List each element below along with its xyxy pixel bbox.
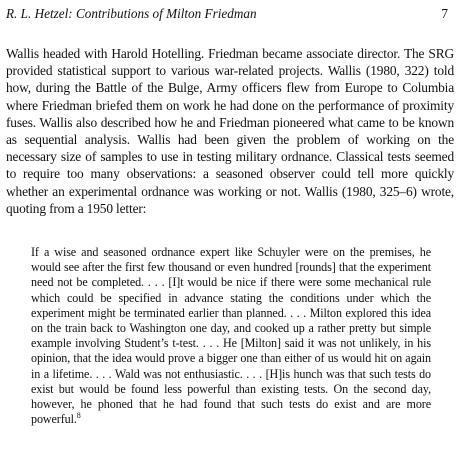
quote-text: If a wise and seasoned ordnance expert like Schuyler were on the premises, he would see after the first few thousand or even hundred [rounds] that the experiment need not be completed. . . . [I]t would be nice if there were some mechanical rule which could be specified in advance stating the conditions under which the experiment might be terminated earlier than planned. . . . Milton explored this idea on the train back to Washington one day, and cooked up a rather pretty but simple example involving Student’s t-test. . . . He [Milton] said it was not unlikely, in his opinion, that the idea would prove a bigger one than either of us would hit on again in a lifetime. . . . Wald was not enthusiastic. . . . [H]is hunch was that such tests do exist but would be found less powerful than existing tests. On the second day, however, he phoned that he had found that such tests do exist and are more powerful. — [31, 245, 431, 427]
footnote-marker[interactable]: 8 — [76, 411, 81, 421]
page-number: 7 — [441, 6, 448, 21]
running-header — [6, 5, 448, 23]
body-paragraph: Wallis headed with Harold Hotelling. Friedman became associate director. The SRG provided statistical support to various war-related projects. Wallis (1980, 322) told how, during the Battle of the Bulge, Army officers flew from Europe to Columbia where Friedman briefed them on work he had done on the performance of proximity fuses. Wallis also described how he and Friedman pioneered what came to be known as sequential analysis. Wallis had been given the problem of working on the necessary size of samples to use in testing military ordnance. Classical tests seemed to require too many observations: a seasoned observer could tell more quickly whether an experimental ordnance was working or not. Wallis (1980, 325–6) wrote, quoting from a 1950 letter: — [6, 46, 454, 216]
block-quote — [31, 245, 431, 427]
running-title: R. L. Hetzel: Contributions of Milton Friedman — [6, 6, 257, 21]
